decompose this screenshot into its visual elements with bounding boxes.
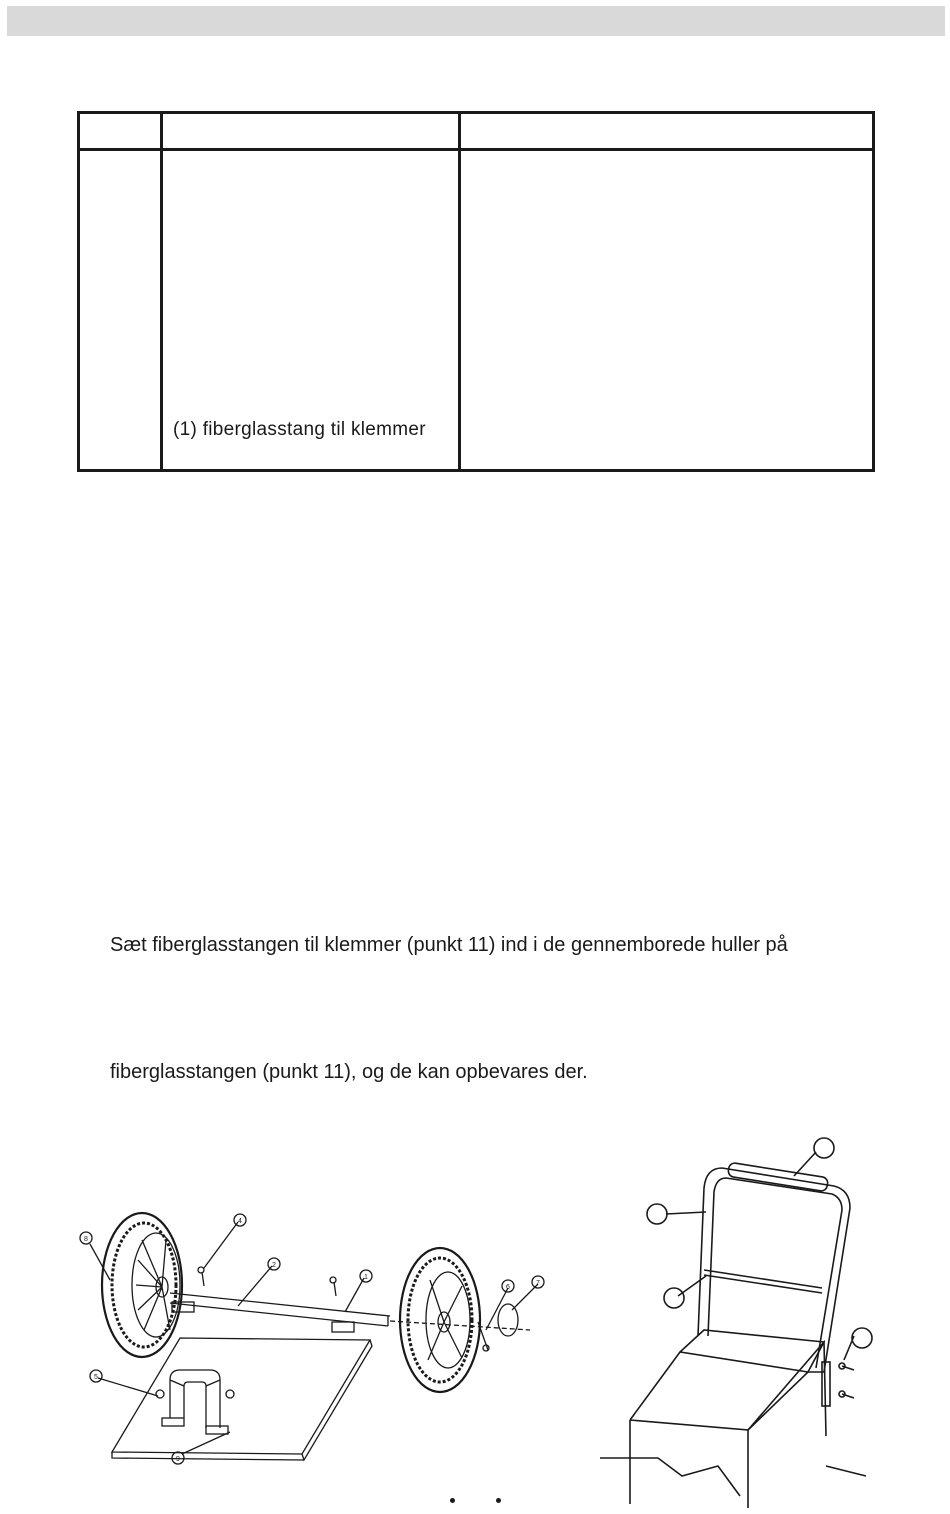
left-wheel bbox=[102, 1213, 182, 1357]
callout-label: 1 bbox=[364, 1274, 368, 1281]
table-header-cell bbox=[460, 113, 874, 150]
header-bar bbox=[7, 6, 945, 36]
table-header-cell bbox=[162, 113, 460, 150]
instruction-line-2: fiberglasstangen (punkt 11), og de kan opbevares der. bbox=[110, 1061, 588, 1083]
assembled-unit-illustration bbox=[598, 1136, 873, 1508]
callout-label: 2 bbox=[272, 1262, 276, 1269]
instruction-line-1: Sæt fiberglasstangen til klemmer (punkt 11) ind i de gennemborede huller på bbox=[110, 934, 788, 956]
callout-label: 4 bbox=[238, 1218, 242, 1225]
wheel-assembly-illustration bbox=[70, 1200, 560, 1480]
callout-label: 7 bbox=[536, 1280, 540, 1287]
footer-dot bbox=[496, 1498, 501, 1503]
table-header-row bbox=[79, 113, 874, 150]
table-cell bbox=[79, 150, 162, 471]
callout-label: 6 bbox=[506, 1284, 510, 1291]
axle bbox=[170, 1293, 530, 1332]
footer-dot bbox=[450, 1498, 455, 1503]
table-cell bbox=[460, 150, 874, 471]
right-wheel bbox=[400, 1248, 480, 1392]
handle-frame bbox=[698, 1162, 850, 1372]
ground-line bbox=[600, 1458, 866, 1496]
parts-table bbox=[77, 111, 875, 472]
base-plate-edge bbox=[302, 1340, 372, 1460]
washer bbox=[498, 1304, 518, 1336]
table-header-cell bbox=[79, 113, 162, 150]
bracket bbox=[156, 1370, 234, 1434]
callout-label: 9 bbox=[176, 1456, 180, 1463]
table-row bbox=[79, 150, 874, 471]
callout-label: 5 bbox=[94, 1374, 98, 1381]
callout-label: 8 bbox=[84, 1236, 88, 1243]
part-description: (1) fiberglasstang til klemmer bbox=[162, 150, 460, 471]
